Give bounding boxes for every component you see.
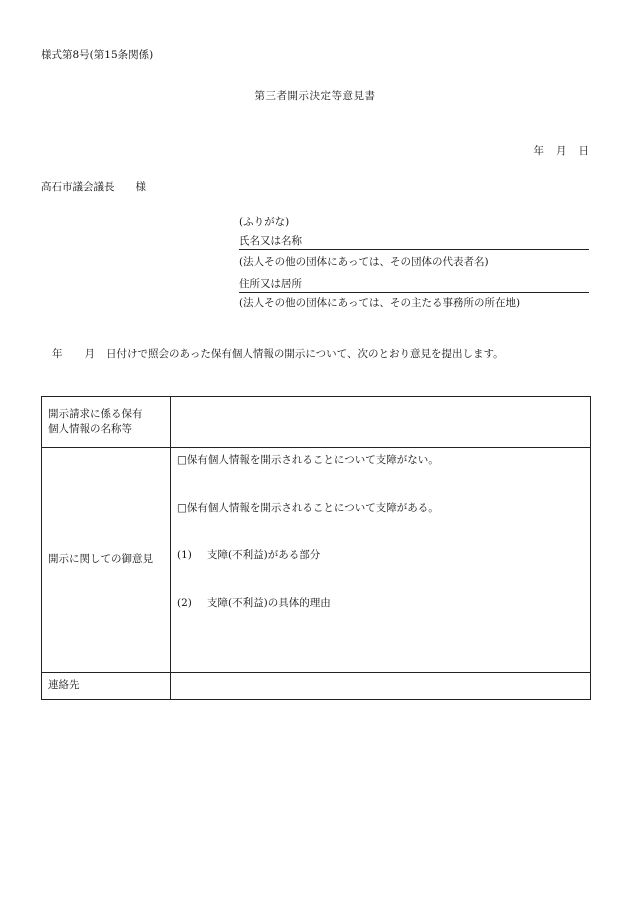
date-day-label: 日 bbox=[578, 145, 589, 157]
body-month-label: 月 bbox=[84, 348, 95, 360]
option-issue-checkbox[interactable]: □保有個人情報を開示されることについて支障がある。 bbox=[177, 502, 439, 515]
contact-cell[interactable] bbox=[171, 673, 591, 700]
opinion-cell[interactable] bbox=[171, 448, 591, 673]
date-line bbox=[522, 146, 590, 157]
form-number: 様式第8号(第15条関係) bbox=[41, 49, 154, 61]
target-info-cell[interactable] bbox=[171, 397, 591, 448]
body-paragraph bbox=[41, 349, 504, 360]
target-info-label-line2: 個人情報の名称等 bbox=[48, 423, 132, 435]
furigana-label: (ふりがな) bbox=[239, 216, 290, 228]
body-text: 日付けで照会のあった保有個人情報の開示について、次のとおり意見を提出します。 bbox=[106, 348, 504, 360]
sub-item-1-text: 支障(不利益)がある部分 bbox=[207, 549, 321, 562]
opinion-label: 開示に関しての御意見 bbox=[42, 448, 171, 673]
target-info-label bbox=[42, 397, 171, 448]
address-field[interactable] bbox=[239, 279, 589, 293]
name-note: (法人その他の団体にあっては、その団体の代表者名) bbox=[239, 256, 489, 268]
address-label: 住所又は居所 bbox=[239, 278, 302, 290]
table-row-target-info bbox=[42, 397, 591, 448]
addressee: 高石市議会議長 様 bbox=[41, 181, 146, 193]
table-row-opinion bbox=[42, 448, 591, 673]
target-info-label-line1: 開示請求に係る保有 bbox=[48, 407, 143, 420]
date-month-label: 月 bbox=[556, 145, 567, 157]
address-note: (法人その他の団体にあっては、その主たる事務所の所在地) bbox=[239, 297, 521, 309]
page-title: 第三者開示決定等意見書 bbox=[254, 90, 376, 102]
sub-item-2-num: (2) bbox=[177, 596, 192, 609]
name-field[interactable] bbox=[239, 236, 589, 250]
contact-label: 連絡先 bbox=[42, 673, 171, 700]
table-row-contact bbox=[42, 673, 591, 700]
sub-item-2 bbox=[177, 596, 584, 611]
sub-item-1-num: (1) bbox=[177, 549, 192, 562]
sub-item-2-text: 支障(不利益)の具体的理由 bbox=[207, 596, 331, 609]
option-no-issue-checkbox[interactable]: □保有個人情報を開示されることについて支障がない。 bbox=[177, 454, 439, 466]
body-year-label: 年 bbox=[52, 348, 63, 360]
name-label: 氏名又は名称 bbox=[239, 235, 302, 247]
sub-item-1 bbox=[177, 548, 584, 563]
date-year-label: 年 bbox=[533, 145, 544, 157]
opinion-table bbox=[41, 396, 591, 700]
